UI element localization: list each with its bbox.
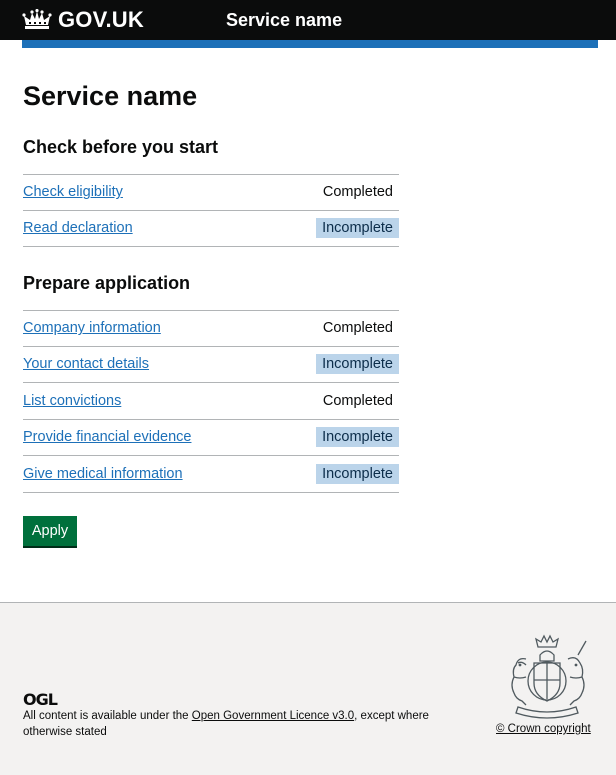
task-link-check-eligibility[interactable]: Check eligibility — [23, 184, 123, 201]
page-title: Service name — [23, 81, 198, 111]
task-list-item — [23, 383, 399, 420]
task-link-list-convictions[interactable]: List convictions — [23, 392, 122, 409]
task-list-item — [23, 174, 399, 211]
crown-copyright-link[interactable]: © Crown copyright — [496, 723, 591, 735]
task-list-item — [23, 347, 399, 384]
status-completed: Completed — [322, 184, 393, 201]
task-list-item — [23, 211, 399, 248]
status-completed: Completed — [322, 320, 393, 337]
status-completed: Completed — [322, 392, 393, 409]
licence-text — [23, 709, 463, 740]
govuk-logotype: GOV.UK — [58, 7, 144, 32]
task-link-company-information[interactable]: Company information — [23, 320, 161, 337]
status-tag-incomplete: Incomplete — [316, 427, 399, 447]
service-name-link[interactable]: Service name — [226, 10, 343, 30]
task-link-read-declaration[interactable]: Read declaration — [23, 220, 133, 237]
section-heading-prepare-application: Prepare application — [23, 273, 191, 293]
task-link-your-contact-details[interactable]: Your contact details — [23, 356, 150, 373]
header-accent-bar — [22, 40, 598, 48]
task-list-item — [23, 456, 399, 493]
task-list-prepare-application — [23, 310, 399, 493]
site-footer — [0, 602, 616, 775]
govuk-home-link[interactable] — [22, 6, 144, 34]
task-list-item — [23, 310, 399, 347]
status-tag-incomplete: Incomplete — [316, 464, 399, 484]
licence-suffix: , except where otherwise stated — [23, 710, 429, 738]
ogl-logo: OGL — [23, 690, 57, 709]
task-link-provide-financial-evidence[interactable]: Provide financial evidence — [23, 429, 192, 446]
site-header — [0, 0, 616, 40]
open-government-licence-link[interactable]: Open Government Licence v3.0 — [191, 710, 355, 722]
task-link-give-medical-information[interactable]: Give medical information — [23, 465, 183, 482]
apply-button[interactable]: Apply — [23, 516, 77, 546]
status-tag-incomplete: Incomplete — [316, 354, 399, 374]
licence-prefix: All content is available under the — [23, 710, 192, 722]
status-tag-incomplete: Incomplete — [316, 218, 399, 238]
task-list-check-before-you-start — [23, 174, 399, 247]
section-heading-check-before-you-start: Check before you start — [23, 137, 219, 157]
royal-coat-of-arms-icon — [496, 633, 598, 719]
crown-icon — [22, 9, 52, 31]
task-list-item — [23, 420, 399, 457]
